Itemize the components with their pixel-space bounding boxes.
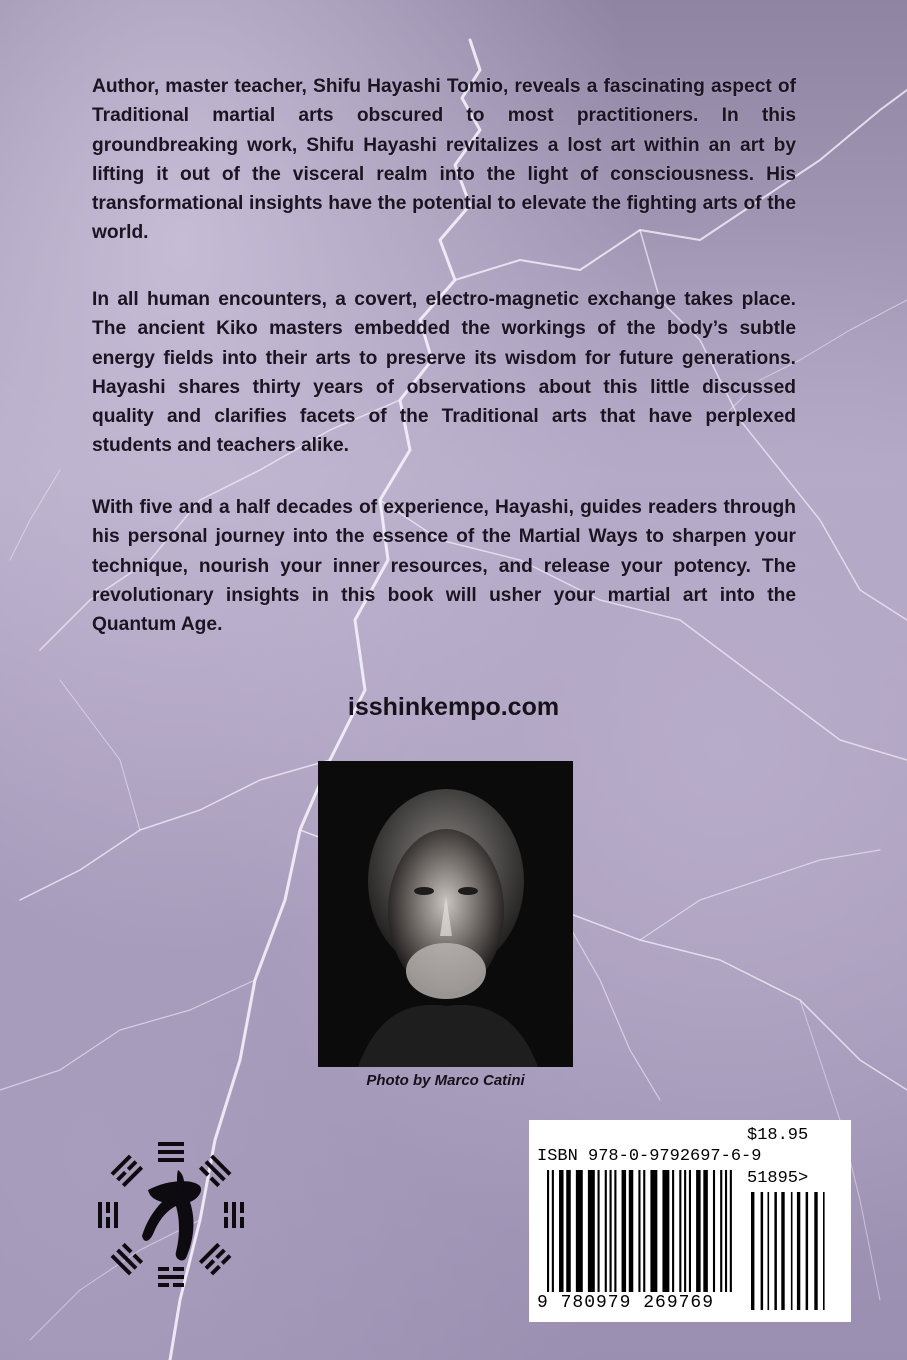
barcode-bar (629, 1170, 634, 1292)
barcode-bar (638, 1170, 640, 1292)
barcode-bar (650, 1170, 657, 1292)
blurb-paragraph-3: With five and a half decades of experience, Hayashi, guides readers through his personal journey into the essence of the Martial Ways to sharpen your technique, nourish your inner resources, and release your potency. The revolutionary insights in this book will usher your martial art into the Quantum Age. (92, 497, 796, 636)
barcode-bar (662, 1170, 669, 1292)
barcode-bar (689, 1170, 691, 1292)
barcode-bar (610, 1170, 612, 1292)
barcode-bar (552, 1170, 554, 1292)
barcode-bar (576, 1170, 583, 1292)
barcode-bar (559, 1170, 564, 1292)
barcode-bar (725, 1170, 727, 1292)
barcode-addon-bar (797, 1192, 800, 1310)
author-photo (318, 761, 573, 1067)
barcode-bar (566, 1170, 571, 1292)
blurb-paragraph-1: Author, master teacher, Shifu Hayashi Tomio, reveals a fascinating aspect of Traditional martial arts obscured to most practitioners. In this groundbreaking work, Shifu Hayashi revitalizes a lost art within an art by lifting it out of the visceral realm into the light of consciousness. His transformational insights have the potential to elevate the fighting arts of the world. (92, 76, 796, 244)
price-addon-code: 51895> (747, 1169, 809, 1188)
barcode-bar (684, 1170, 686, 1292)
bagua-emblem-logo (96, 1140, 246, 1290)
barcode-bar (696, 1170, 701, 1292)
barcode-bar (730, 1170, 732, 1292)
barcode-bar (614, 1170, 616, 1292)
price-label: $18.95 (747, 1126, 809, 1145)
barcode-addon-bar (751, 1192, 754, 1310)
barcode-addon-bar (823, 1192, 825, 1310)
barcode-addon-bar (814, 1192, 817, 1310)
barcode-addon-bar (806, 1192, 809, 1310)
website-url: isshinkempo.com (347, 693, 560, 721)
barcode-addon-bar (761, 1192, 764, 1310)
barcode-addon-bar (791, 1192, 793, 1310)
barcode-bar (672, 1170, 674, 1292)
isbn-label: ISBN 978-0-9792697-6-9 (537, 1147, 762, 1166)
barcode-bar (605, 1170, 607, 1292)
blurb-paragraph-2: In all human encounters, a covert, electro-magnetic exchange takes place. The ancient Kiko masters embedded the workings of the body’s subtle energy fields into their arts to preserve its wisdom for future generations. Hayashi shares thirty years of observations about this little discussed quality and clarifies facets of the Traditional arts that have perplexed students and teachers alike. (92, 289, 796, 457)
barcode-bar (588, 1170, 595, 1292)
barcode-bar (643, 1170, 645, 1292)
barcode-addon-bar (774, 1192, 777, 1310)
barcode-bar (703, 1170, 708, 1292)
barcode-bar (713, 1170, 715, 1292)
barcode-bars (529, 1120, 851, 1322)
barcode-bar (598, 1170, 600, 1292)
barcode-addon-bar (781, 1192, 784, 1310)
barcode-bar (679, 1170, 681, 1292)
photo-caption: Photo by Marco Catini (366, 1072, 525, 1089)
isbn-barcode (529, 1120, 851, 1322)
barcode-addon-bar (768, 1192, 770, 1310)
barcode-bar (720, 1170, 722, 1292)
ean-number: 9 780979 269769 (537, 1293, 715, 1313)
barcode-bar (622, 1170, 627, 1292)
barcode-bar (547, 1170, 549, 1292)
